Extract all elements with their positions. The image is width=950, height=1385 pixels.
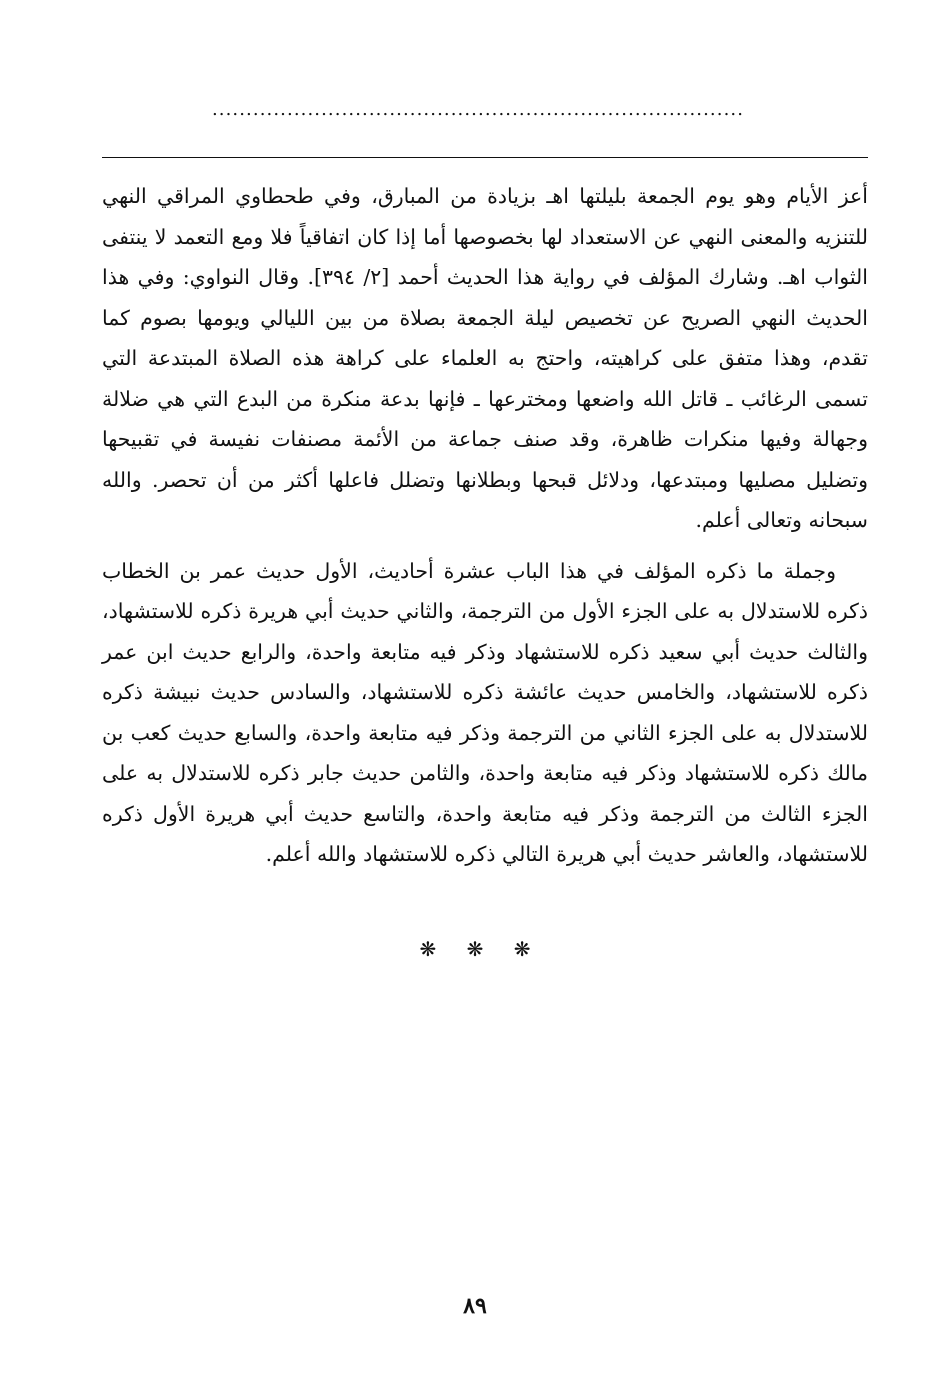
horizontal-rule bbox=[102, 157, 868, 158]
page-body bbox=[102, 176, 868, 875]
star-icon: ❋ bbox=[419, 937, 437, 961]
paragraph: أعز الأيام وهو يوم الجمعة بليلتها اهـ بزيادة من المبارق، وفي طحطاوي المراقي النهي للتنزيه والمعنى النهي عن الاستعداد لها بخصوصها أما إذا كان اتفاقياً فلا ومع التعمد لا ينتفى الثواب اهـ. وشارك المؤلف في رواية هذا الحديث أحمد [٢/ ٣٩٤]. وقال النواوي: وفي هذا الحديث النهي الصريح عن تخصيص ليلة الجمعة بصلاة من بين الليالي ويومها بصوم كما تقدم، وهذا متفق على كراهيته، واحتج به العلماء على كراهة هذه الصلاة المبتدعة التي تسمى الرغائب ـ قاتل الله واضعها ومخترعها ـ فإنها بدعة منكرة من البدع التي هي ضلالة وجهالة وفيها منكرات ظاهرة، وقد صنف جماعة من الأئمة مصنفات نفيسة في تقبيحها وتضليل مصليها ومبتدعها، ودلائل قبحها وبطلانها وتضلل فاعلها أكثر من أن تحصر. والله سبحانه وتعالى أعلم. bbox=[102, 184, 868, 532]
star-icon: ❋ bbox=[466, 937, 484, 961]
star-icon: ❋ bbox=[513, 937, 531, 961]
page-number: ٨٩ bbox=[463, 1293, 487, 1319]
paragraph: وجملة ما ذكره المؤلف في هذا الباب عشرة أحاديث، الأول حديث عمر بن الخطاب ذكره للاستدلال به على الجزء الأول من الترجمة، والثاني حديث أبي هريرة ذكره للاستشهاد، والثالث حديث أبي سعيد ذكره للاستشهاد وذكر فيه متابعة واحدة، والرابع حديث ابن عمر ذكره للاستشهاد، والخامس حديث عائشة ذكره للاستشهاد، والسادس حديث نبيشة ذكره للاستدلال به على الجزء الثاني من الترجمة وذكر فيه متابعة واحدة، والسابع حديث كعب بن مالك ذكره للاستشهاد وذكر فيه متابعة واحدة، والثامن حديث جابر ذكره للاستدلال به على الجزء الثالث من الترجمة وذكر فيه متابعة واحدة، والتاسع حديث أبي هريرة الأول ذكره للاستشهاد، والعاشر حديث أبي هريرة التالي ذكره للاستشهاد والله أعلم. bbox=[102, 558, 868, 866]
footnote-dotted-separator: .............................................................................. bbox=[211, 99, 745, 120]
section-separator-stars bbox=[0, 934, 950, 964]
